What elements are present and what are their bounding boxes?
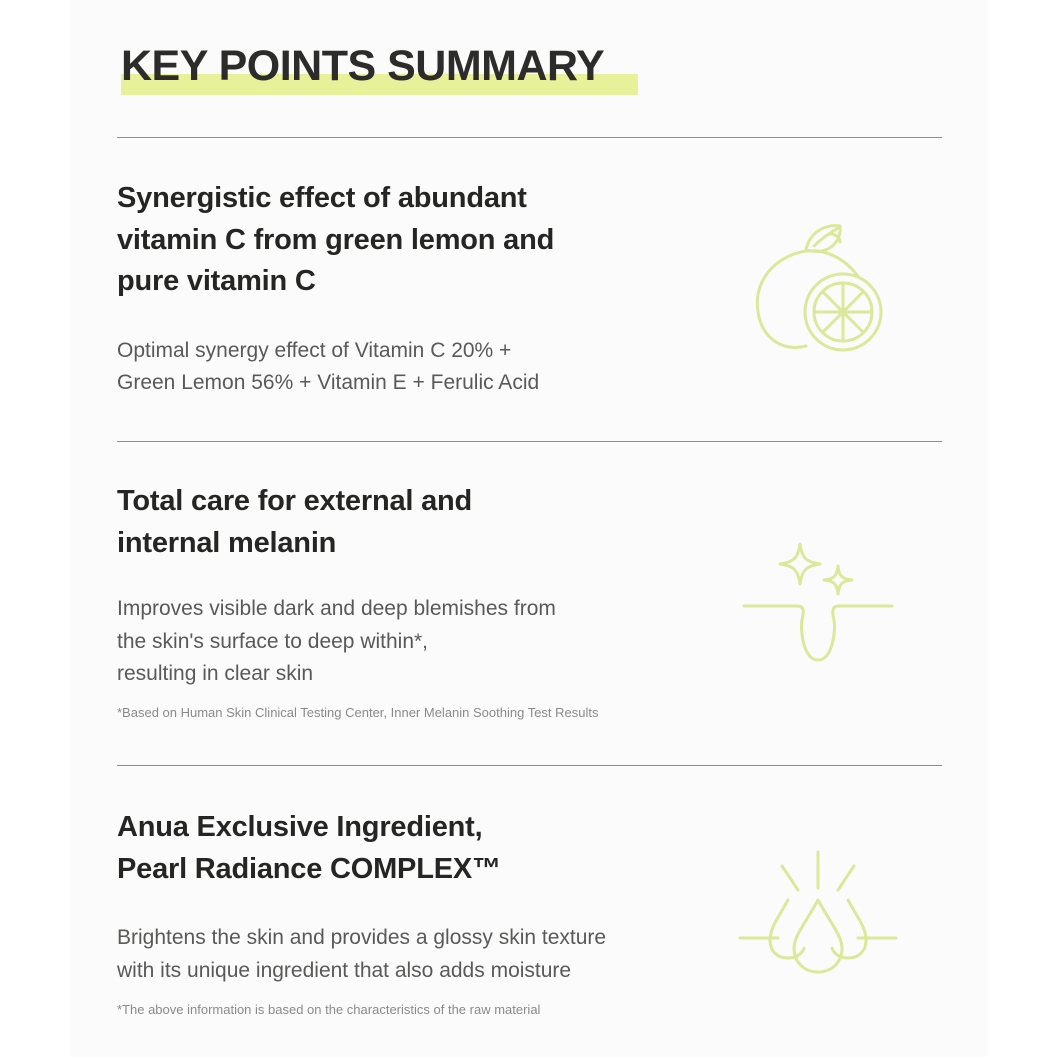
divider bbox=[117, 765, 942, 766]
section-footnote: *The above information is based on the characteristics of the raw material bbox=[117, 1002, 541, 1017]
section-pearl-complex bbox=[117, 807, 606, 1017]
lemon-icon bbox=[748, 220, 890, 360]
section-vitamin-c bbox=[117, 178, 554, 400]
section-heading: Total care for external and internal melanin bbox=[117, 485, 473, 559]
radiant-drops-icon bbox=[738, 848, 898, 976]
section-body: Improves visible dark and deep blemishes from the skin's surface to deep within*, resulting in clear skin bbox=[117, 597, 556, 685]
sparkle-skin-icon bbox=[742, 540, 894, 666]
section-body: Optimal synergy effect of Vitamin C 20% + Green Lemon 56% + Vitamin E + Ferulic Acid bbox=[117, 338, 540, 394]
section-heading: Anua Exclusive Ingredient, Pearl Radiance COMPLEX™ bbox=[117, 811, 501, 885]
section-melanin bbox=[117, 481, 599, 720]
divider bbox=[117, 137, 942, 138]
section-body: Brightens the skin and provides a glossy skin texture with its unique ingredient that also adds moisture bbox=[117, 926, 607, 982]
divider bbox=[117, 441, 942, 442]
section-heading: Synergistic effect of abundant vitamin C from green lemon and pure vitamin C bbox=[117, 182, 555, 297]
title-block bbox=[121, 40, 604, 96]
page-title: KEY POINTS SUMMARY bbox=[121, 42, 605, 90]
section-footnote: *Based on Human Skin Clinical Testing Center, Inner Melanin Soothing Test Results bbox=[117, 704, 599, 720]
